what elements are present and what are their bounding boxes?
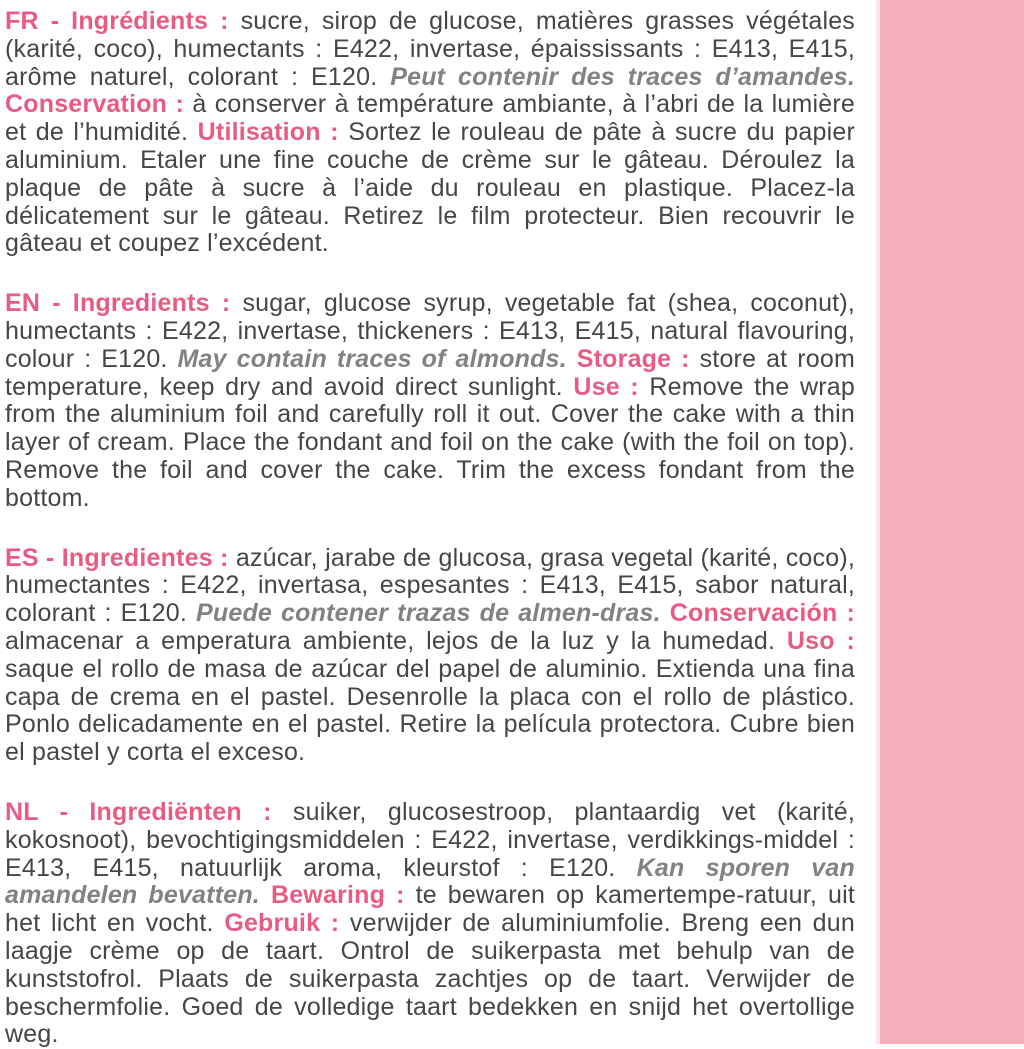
heading-fr-conservation: Conservation : xyxy=(5,90,193,119)
es-conservacion-text: almacenar a emperatura ambiente, lejos de la luz y la humedad. xyxy=(5,626,787,655)
heading-nl-bewaring: Bewaring : xyxy=(270,881,416,910)
en-allergen-notice: May contain traces of almonds. xyxy=(177,344,577,373)
heading-en-storage: Storage : xyxy=(576,344,700,373)
heading-es-conservacion: Conservación : xyxy=(669,599,855,628)
heading-es-ingredientes: ES - Ingredientes : xyxy=(5,543,236,572)
heading-es-uso: Uso : xyxy=(786,626,855,655)
nl-allergen-notice: Kan sporen van amandelen bevatten. xyxy=(5,853,855,910)
en-use-text: Remove the wrap from the aluminium foil and carefully roll it out. Cover the cake with a thin layer of cream. Place the fondant and foil on the cake (with the foil on top). Remove the foil and cover the cake. Trim the excess fondant from the bottom. xyxy=(5,372,855,512)
pink-side-stripe xyxy=(876,0,1024,1044)
fr-allergen-notice: Peut contenir des traces d’amandes. xyxy=(390,62,855,91)
es-uso-text: saque el rollo de masa de azúcar del papel de aluminio. Extienda una fina capa de crema en el pastel. Desenrolle la placa con el rollo de plástico. Ponlo delicadamente en el pastel. Retire la película protectora. Cubre bien el pastel y corta el exceso. xyxy=(5,654,855,767)
paragraph-es xyxy=(5,545,855,767)
fr-ingredients-text: sucre, sirop de glucose, matières grasses végétales (karité, coco), humectants : E422, invertase, épaississants : E413, E415, arôme naturel, colorant : E120. xyxy=(5,7,855,91)
en-ingredients-text: sugar, glucose syrup, vegetable fat (shea, coconut), humectants : E422, invertase, thickeners : E413, E415, natural flavouring, colour : E120. xyxy=(5,289,855,373)
paragraph-nl xyxy=(5,799,855,1049)
heading-en-use: Use : xyxy=(573,372,650,401)
heading-nl-ingredienten: NL - Ingrediënten : xyxy=(5,797,293,826)
heading-fr-utilisation: Utilisation : xyxy=(197,118,349,147)
heading-fr-ingredients: FR - Ingrédients : xyxy=(5,7,241,35)
es-allergen-notice: Puede contener trazas de almen-dras. xyxy=(196,599,670,628)
label-text-column xyxy=(5,8,855,1049)
paragraph-en xyxy=(5,290,855,512)
heading-nl-gebruik: Gebruik : xyxy=(224,909,350,938)
fr-conservation-text: à conserver à température ambiante, à l’abri de la lumière et de l’humidité. xyxy=(5,90,855,147)
es-ingredientes-text: azúcar, jarabe de glucosa, grasa vegetal (karité, coco), humectantes : E422, invertasa, espesantes : E413, E415, sabor natural, colorant : E120. xyxy=(5,543,855,628)
nl-bewaring-text: te bewaren op kamertempe-ratuur, uit het licht en vocht. xyxy=(5,881,855,938)
en-storage-text: store at room temperature, keep dry and avoid direct sunlight. xyxy=(5,344,855,401)
nl-gebruik-text: verwijder de aluminiumfolie. Breng een dun laagje crème op de taart. Ontrol de suikerpasta met behulp van de kunststofrol. Plaats de suikerpasta zachtjes op de taart. Verwijder de beschermfolie. Goed de volledige taart bedekken en snijd het overtollige weg. xyxy=(5,909,855,1049)
nl-ingredienten-text: suiker, glucosestroop, plantaardig vet (karité, kokosnoot), bevochtigingsmiddelen : E422, invertase, verdikkings-middel : E413, E415, natuurlijk aroma, kleurstof : E120. xyxy=(5,797,855,882)
heading-en-ingredients: EN - Ingredients : xyxy=(5,289,243,318)
fr-utilisation-text: Sortez le rouleau de pâte à sucre du papier aluminium. Etaler une fine couche de crème sur le gâteau. Déroulez la plaque de pâte à sucre à l’aide du rouleau en plastique. Placez-la délicatement sur le gâteau. Retirez le film protecteur. Bien recouvrir le gâteau et coupez l’excédent. xyxy=(5,118,855,258)
paragraph-fr xyxy=(5,8,855,258)
